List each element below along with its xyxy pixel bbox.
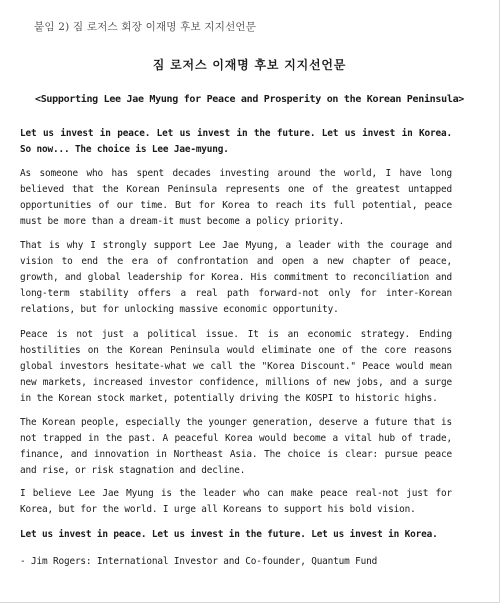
body-paragraph-4: The Korean people, especially the younger generation, deserve a future that is not trapped in the past. A peaceful Korea would become a vital hub of trade, finance, and innovation in Northeast Asia. The choice is clear: pursue peace and rise, or risk stagnation and decline.: [20, 417, 452, 476]
signature-line: - Jim Rogers: International Investor and Co-founder, Quantum Fund: [20, 556, 378, 567]
closing-paragraph: Let us invest in peace. Let us invest in the future. Let us invest in Korea.: [20, 529, 438, 540]
document-subtitle: <Supporting Lee Jae Myung for Peace and Prosperity on the Korean Peninsula>: [34, 94, 465, 105]
document-title: 짐 로저스 이재명 후보 지지선언문: [152, 58, 347, 72]
intro-paragraph: Let us invest in peace. Let us invest in the future. Let us invest in Korea. So now... The choice is Lee Jae-myung.: [20, 128, 452, 155]
body-paragraph-5: I believe Lee Jae Myung is the leader who can make peace real-not just for Korea, but for the world. I urge all Koreans to support his bold vision.: [20, 488, 452, 515]
body-paragraph-2: That is why I strongly support Lee Jae Myung, a leader with the courage and vision to end the era of confrontation and open a new chapter of peace, growth, and global leadership for Korea. His commitment to reconciliation and long-term stability offers a real path forward-not only for inter-Korean relations, but for unlocking massive economic opportunity.: [20, 240, 452, 315]
attachment-label: 붙임 2) 짐 로저스 회장 이재명 후보 지지선언문: [34, 21, 257, 33]
body-paragraph-1: As someone who has spent decades investing around the world, I have long believed that the Korean Peninsula represents one of the greatest untapped opportunities of our time. But for Korea to reach its full potential, peace must be more than a dream-it must become a policy priority.: [20, 168, 452, 227]
body-paragraph-3: Peace is not just a political issue. It is an economic strategy. Ending hostilities on the Korean Peninsula would eliminate one of the core reasons global investors hesitate-what we call the "Korea Discount." Peace would mean new markets, increased investor confidence, millions of new jobs, and a surge in the Korean stock market, potentially driving the KOSPI to historic highs.: [20, 329, 452, 404]
